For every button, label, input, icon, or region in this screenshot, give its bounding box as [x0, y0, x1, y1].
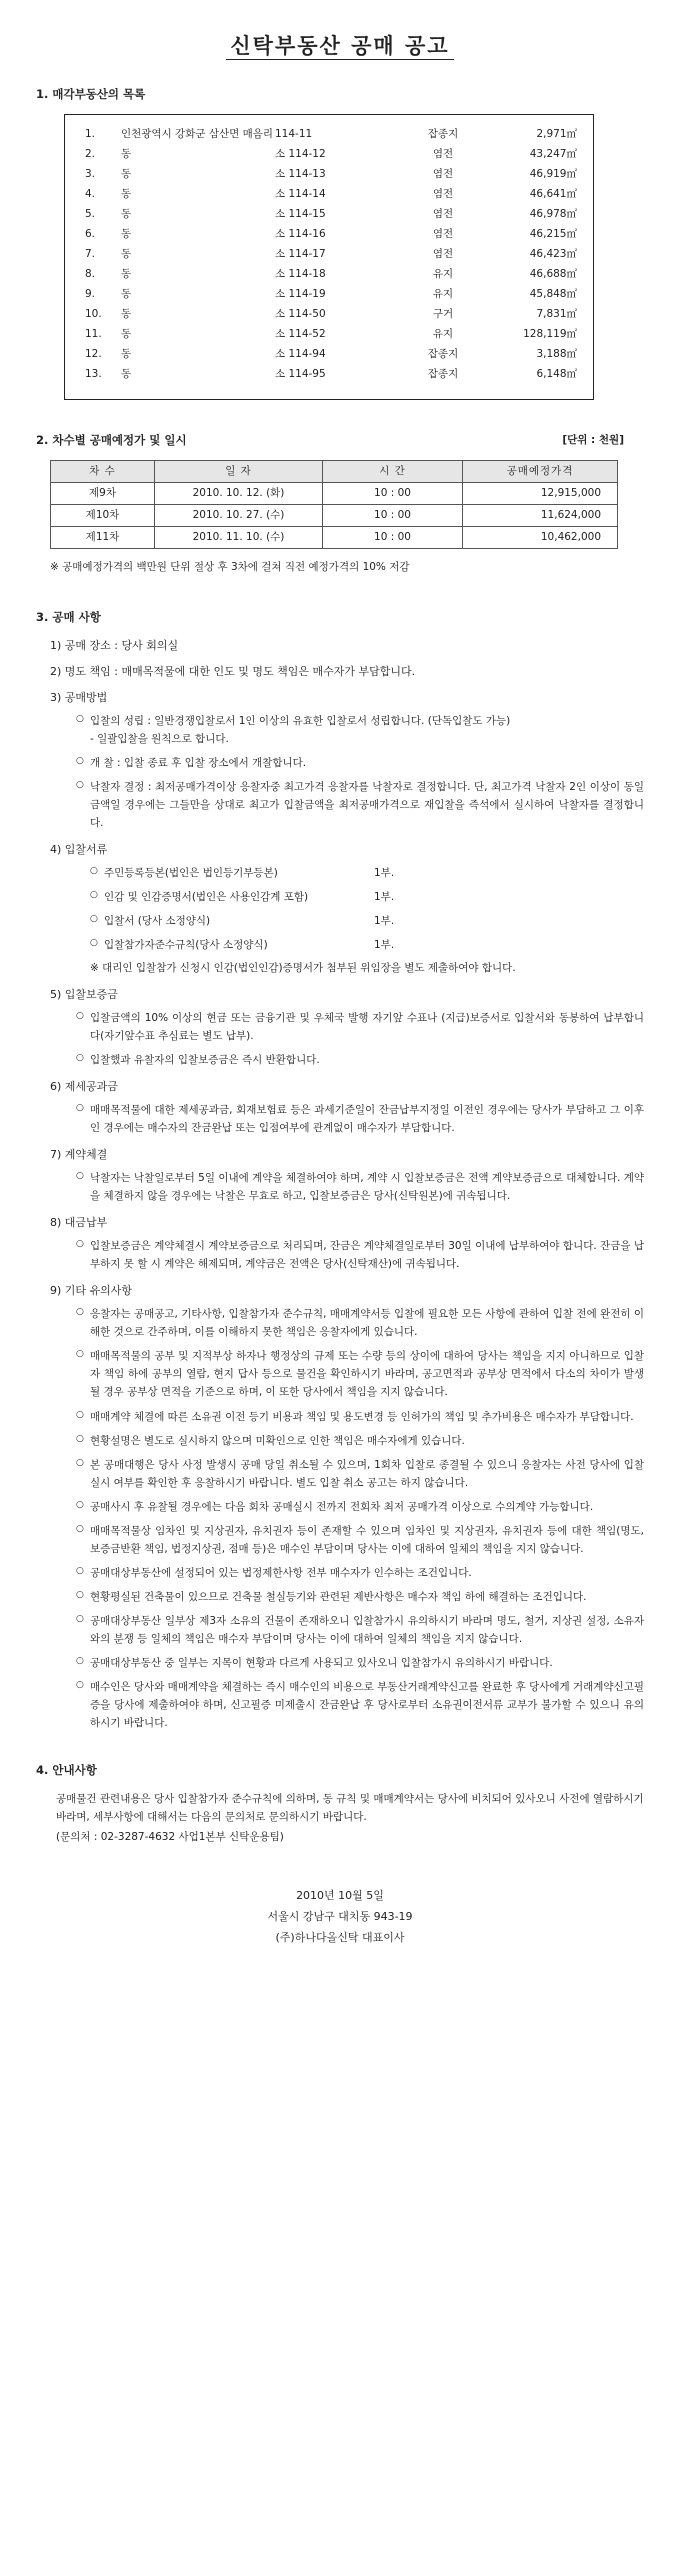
price-cell: 10,462,000 — [463, 526, 618, 548]
taxes-bullet: ○ 매매목적물에 대한 제세공과금, 회재보험료 등은 과세기준일이 잔금납부지정일 이전인 경우에는 당사가 부담하고 그 이후인 경우에는 매수자의 잔금완납 또는 입점여부에 관계없이 매수자가 부담합니다. — [76, 1101, 644, 1137]
property-type: 유지 — [432, 327, 454, 340]
property-type: 잡종지 — [427, 347, 459, 360]
property-area: 46,215㎡ — [529, 227, 577, 240]
time-cell: 10 : 00 — [323, 482, 463, 504]
note-bullet: ○ 공매대상부동산 일부상 제3자 소유의 건물이 존재하오니 입찰참가시 유의하시기 바라며 명도, 철거, 지상권 설정, 소유자와의 분쟁 등 일체의 책임은 매수자 부담이며 당사는 이에 대하여 일체의 책임을 지지 않습니다. — [76, 1612, 644, 1648]
note-bullet: ○ 현황평실된 건축물이 있으므로 건축물 철실등기와 관련된 제반사항은 매수자 책임 하에 해결하는 조건입니다. — [76, 1588, 644, 1606]
property-row — [65, 225, 593, 245]
col-time: 시 간 — [323, 460, 463, 482]
method-bullet-1: ○ 입찰의 성립 : 일반경쟁입찰로서 1인 이상의 유효한 입찰로서 성립합니다. (단독입찰도 가능) — [76, 712, 644, 730]
property-row — [65, 365, 593, 385]
property-location: 인천광역시 강화군 삼산면 매음리 — [121, 127, 274, 140]
property-no: 2. — [85, 147, 96, 160]
footer-address: 서울시 강남구 대치동 943-19 — [267, 1910, 413, 1924]
note-bullet: ○ 본 공매대행은 당사 사정 발생시 공매 당일 취소될 수 있으며, 1회차 입찰로 종결될 수 있으니 응찰자는 사전 당사에 입찰 실시 여부를 확인한 후 응찰하시기 바랍니다. 별도 입찰 취소 공고는 하지 않습니다. — [76, 1456, 644, 1492]
price-cell: 11,624,000 — [463, 504, 618, 526]
property-area: 3,188㎡ — [536, 347, 577, 360]
unit-label: [단위 : 천원] — [562, 433, 624, 446]
price-table-header — [51, 460, 618, 482]
property-row — [65, 285, 593, 305]
property-location: 동 — [121, 147, 132, 160]
property-row — [65, 165, 593, 185]
price-note: ※ 공매예정가격의 백만원 단위 절상 후 3차에 걸쳐 직전 예정가격의 10% 저감 — [50, 560, 410, 573]
property-location: 동 — [121, 287, 132, 300]
price-row — [51, 504, 618, 526]
property-no: 6. — [85, 227, 96, 240]
round-cell: 제10차 — [51, 504, 155, 526]
property-lot: 소 114-14 — [275, 187, 326, 200]
property-row — [65, 125, 593, 145]
item-place: 1) 공매 장소 : 당사 회의실 — [50, 638, 179, 652]
item-notes: 9) 기타 유의사항 ○ 응찰자는 공매공고, 기타사항, 입찰참가자 준수규칙, 매매계약서등 입찰에 필요한 모든 사항에 관하여 입찰 전에 완전히 이해한 것으로 간주하며, 이를 이해하지 못한 책임은 응찰자에게 있습니다. ○ 매매목적물의 공부 및 지적부상 하자나 행정상의 규제 또는 수량 등의 상이에 대하여 당사는 책임을 지지 아니하므로 입찰자 책임 하에 공부의 열람, 현지 답사 등으로 물건을 확인하시기 바라며, 공고면적과 공부상 면적에서 다소의 차이가 발생될 경우 공부상 면적을 기준으로 하며, 이 또한 당사에서 책임을 지지 않습니다. ○ 매매계약 체결에 따른 소유권 이전 등기 비용과 책임 및 용도변경 등 인허가의 책임 및 추가비용은 매수자가 부담합니다. ○ 현황설명은 별도로 실시하지 않으며 미확인으로 인한 책임은 매수자에게 있습니다. ○ 본 공매대행은 당사 사정 발생시 공매 당일 취소될 수 있으며, 1회차 입찰로 종결될 수 있으니 응찰자는 사전 당사에 입찰 실시 여부를 확인한 후 응찰하시기 바랍니다. 별도 입찰 취소 공고는 하지 않습니다. ○ 공매사시 후 유찰될 경우에는 다음 회차 공매실시 전까지 전회차 최저 공매가격 이상으로 수의계약 가능합니다. ○ 매매목적물상 임차인 및 지상권자, 유치권자 등이 존재할 수 있으며 임차인 및 지상권자, 유치권자 등에 대한 책임(명도, 보증금반환 책임, 법정지상권, 점매 등)은 매수인 부담이며 당사는 이에 대하여 일체의 책임을 지지 않습니다. ○ 공매대상부동산에 설정되어 있는 법정제한사항 전부 매수자가 인수하는 조건입니다. ○ 현황평실된 건축물이 있으므로 건축물 철실등기와 관련된 제반사항은 매수자 책임 하에 해결하는 조건입니다. ○ 공매대상부동산 일부상 제3자 소유의 건물이 존재하오니 입찰참가시 유의하시기 바라며 명도, 철거, 지상권 설정, 소유자와의 분쟁 등 일체의 책임은 매수자 부담이며 당사는 이에 대하여 일체의 책임을 지지 않습니다. ○ 공매대상부동산 중 일부는 지목이 현황과 다르게 사용되고 있사오니 입찰참가시 유의하시기 바랍니다. ○ 매수인은 당사와 매매계약을 체결하는 즉시 매수인의 비용으로 부동산거래계약신고를 완료한 후 당사에게 거래계약신고필증을 당사에 제출하여야 하며, 신고필증 미제출시 잔금완납 후 당사로부터 소유권이전서류 교부가 불가할 수 있으니 유의하시기 바랍니다. — [50, 1282, 644, 1732]
method-subline: - 일괄입찰을 원칙으로 합니다. — [90, 733, 229, 746]
property-no: 12. — [85, 347, 102, 360]
property-type: 유지 — [432, 287, 454, 300]
deposit-bullet-1: ○ 입찰금액의 10% 이상의 현금 또는 금융기관 및 우체국 발행 자기앞 수표나 (지급)보증서로 입찰서와 동봉하여 납부합니다(자기앞수표 추심료는 별도 납부). — [76, 1009, 644, 1045]
property-location: 동 — [121, 187, 132, 200]
property-type: 잡종지 — [427, 367, 459, 380]
note-bullet: ○ 매매목적물상 임차인 및 지상권자, 유치권자 등이 존재할 수 있으며 임차인 및 지상권자, 유치권자 등에 대한 책임(명도, 보증금반환 책임, 법정지상권, 점매 등)은 매수인 부담이며 당사는 이에 대하여 일체의 책임을 지지 않습니다. — [76, 1522, 644, 1558]
property-location: 동 — [121, 227, 132, 240]
price-row — [51, 526, 618, 548]
property-lot: 소 114-13 — [275, 167, 326, 180]
section2-heading-wrap — [36, 434, 644, 450]
property-location: 동 — [121, 207, 132, 220]
property-area: 6,148㎡ — [536, 367, 577, 380]
property-lot: 소 114-95 — [275, 367, 326, 380]
property-no: 9. — [85, 287, 96, 300]
price-table — [50, 460, 618, 549]
property-no: 8. — [85, 267, 96, 280]
col-date: 일 자 — [155, 460, 323, 482]
property-lot: 소 114-17 — [275, 247, 326, 260]
note-bullet: ○ 매매계약 체결에 따른 소유권 이전 등기 비용과 책임 및 용도변경 등 인허가의 책임 및 추가비용은 매수자가 부담합니다. — [76, 1408, 644, 1426]
property-row — [65, 245, 593, 265]
method-bullet-3: ○ 낙찰자 결정 : 최저공매가격이상 응찰자중 최고가격 응찰자를 낙찰자로 결정합니다. 단, 최고가격 낙찰자 2인 이상이 동일금액일 경우에는 그들만을 상대로 최고가 입찰금액을 최저공매가격으로 재입찰을 즉석에서 실시하여 낙찰자를 결정합니다. — [76, 778, 644, 832]
property-type: 구거 — [432, 307, 454, 320]
property-area: 46,423㎡ — [529, 247, 577, 260]
property-no: 10. — [85, 307, 102, 320]
payment-bullet: ○ 입찰보증금은 계약체결시 계약보증금으로 처리되며, 잔금은 계약체결일로부터 30일 이내에 납부하여야 합니다. 잔금을 납부하지 못 할 시 계약은 해제되며, 계약금은 전액은 당사(신탁재산)에 귀속됩니다. — [76, 1237, 644, 1273]
property-location: 동 — [121, 327, 132, 340]
note-bullet: ○ 공매사시 후 유찰될 경우에는 다음 회차 공매실시 전까지 전회차 최저 공매가격 이상으로 수의계약 가능합니다. — [76, 1498, 644, 1516]
property-lot: 소 114-94 — [275, 347, 326, 360]
property-lot: 소 114-50 — [275, 307, 326, 320]
property-location: 동 — [121, 307, 132, 320]
section1-heading: 1. 매각부동산의 목록 — [36, 87, 146, 101]
round-cell: 제9차 — [51, 482, 155, 504]
method-bullet-2: ○ 개 찰 : 입찰 종료 후 입찰 장소에서 개찰합니다. — [76, 754, 644, 772]
page-title: 신탁부동산 공매 공고 — [36, 0, 644, 68]
property-type: 유지 — [432, 267, 454, 280]
notice-footer — [36, 1886, 644, 1949]
footer-date: 2010년 10월 5일 — [296, 1889, 384, 1903]
property-area: 2,971㎡ — [536, 127, 577, 140]
contact-line: (문의처 : 02-3287-4632 사업1본부 신탁운용팀) — [56, 1831, 284, 1844]
property-no: 4. — [85, 187, 96, 200]
document-name: ○ 입찰서 (당사 소정양식) — [104, 915, 211, 928]
note-bullet: ○ 매수인은 당사와 매매계약을 체결하는 즉시 매수인의 비용으로 부동산거래계약신고를 완료한 후 당사에게 거래계약신고필증을 당사에 제출하여야 하며, 신고필증 미제출시 잔금완납 후 당사로부터 소유권이전서류 교부가 불가할 수 있으니 유의하시기 바랍니다. — [76, 1678, 644, 1732]
property-list — [64, 114, 594, 400]
document-item — [104, 912, 644, 930]
property-row — [65, 145, 593, 165]
document-name: ○ 입찰참가자준수규칙(당사 소정양식) — [104, 939, 268, 952]
note-bullet: ○ 응찰자는 공매공고, 기타사항, 입찰참가자 준수규칙, 매매계약서등 입찰에 필요한 모든 사항에 관하여 입찰 전에 완전히 이해한 것으로 간주하며, 이를 이해하지 못한 책임은 응찰자에게 있습니다. — [76, 1305, 644, 1341]
property-lot: 소 114-18 — [275, 267, 326, 280]
document-qty: 1부. — [374, 915, 395, 928]
property-no: 13. — [85, 367, 102, 380]
documents-note: ※ 대리인 입찰참가 신청시 인감(법인인감)증명서가 첨부된 위임장을 별도 제출하여야 합니다. — [90, 962, 516, 975]
document-item — [104, 936, 644, 954]
property-area: 7,831㎡ — [536, 307, 577, 320]
property-no: 1. — [85, 127, 96, 140]
document-item — [104, 864, 644, 882]
property-row — [65, 345, 593, 365]
document-name: ○ 주민등록등본(법인은 법인등기부등본) — [104, 867, 278, 880]
price-cell: 12,915,000 — [463, 482, 618, 504]
property-lot: 114-11 — [275, 127, 313, 140]
deposit-bullet-2: ○ 입찰했과 유찰자의 입찰보증금은 즉시 반환합니다. — [76, 1051, 644, 1069]
property-type: 염전 — [432, 147, 454, 160]
property-location: 동 — [121, 367, 132, 380]
footer-company: (주)하나다올신탁 대표이사 — [275, 1930, 405, 1944]
property-lot: 소 114-12 — [275, 147, 326, 160]
property-lot: 소 114-52 — [275, 327, 326, 340]
time-cell: 10 : 00 — [323, 504, 463, 526]
property-lot: 소 114-16 — [275, 227, 326, 240]
property-row — [65, 185, 593, 205]
property-type: 염전 — [432, 187, 454, 200]
time-cell: 10 : 00 — [323, 526, 463, 548]
date-cell: 2010. 11. 10. (수) — [155, 526, 323, 548]
item-contract: 7) 계약체결 ○ 낙찰자는 낙찰일로부터 5일 이내에 계약을 체결하여야 하며, 계약 시 입찰보증금은 전액 계약보증금으로 대체합니다. 계약을 체결하지 않을 경우에는 낙찰은 무효로 하고, 입찰보증금은 당사(신탁원본)에 귀속됩니다. — [50, 1146, 644, 1205]
property-lot: 소 114-15 — [275, 207, 326, 220]
document-qty: 1부. — [374, 867, 395, 880]
item-documents: 4) 입찰서류 ○ 주민등록등본(법인은 법인등기부등본) 1부. ○ 인감 및 인감증명서(법인은 사용인감계 포함) 1부. ○ 입찰서 (당사 소정양식) 1부. ○ 입찰참가자준수규칙(당사 소정양식) 1부. ※ 대리인 입찰참가 신청시 인감(법인인감)증명서가 첨부된 위임장을 별도 제출하여야 합니다. — [50, 841, 644, 976]
property-location: 동 — [121, 247, 132, 260]
property-area: 46,641㎡ — [529, 187, 577, 200]
item-eviction: 2) 명도 책임 : 매매목적물에 대한 인도 및 명도 책임은 매수자가 부담합니다. — [50, 664, 416, 678]
section4-heading: 4. 안내사항 — [36, 1763, 97, 1778]
property-type: 염전 — [432, 227, 454, 240]
note-bullet: ○ 공매대상부동산에 설정되어 있는 법정제한사항 전부 매수자가 인수하는 조건입니다. — [76, 1564, 644, 1582]
property-no: 5. — [85, 207, 96, 220]
col-round: 차 수 — [51, 460, 155, 482]
note-bullet: ○ 매매목적물의 공부 및 지적부상 하자나 행정상의 규제 또는 수량 등의 상이에 대하여 당사는 책임을 지지 아니하므로 입찰자 책임 하에 공부의 열람, 현지 답사 등으로 물건을 확인하시기 바라며, 공고면적과 공부상 면적에서 다소의 차이가 발생될 경우 공부상 면적을 기준으로 하며, 이 또한 당사에서 책임을 지지 않습니다. — [76, 1347, 644, 1401]
property-no: 11. — [85, 327, 102, 340]
property-row — [65, 305, 593, 325]
section2-heading: 2. 차수별 공매예정가 및 일시 — [36, 432, 187, 447]
property-type: 잡종지 — [427, 127, 459, 140]
property-location: 동 — [121, 267, 132, 280]
price-row — [51, 482, 618, 504]
guide-body: 공매물건 관련내용은 당사 입찰참가자 준수규칙에 의하며, 동 규칙 및 매매계약서는 당사에 비치되어 있사오니 사전에 열람하시기 바라며, 세부사항에 대해서는 다음의 문의처로 문의하시기 바랍니다. — [56, 1793, 644, 1824]
document-item — [104, 888, 644, 906]
col-price: 공매예정가격 — [463, 460, 618, 482]
note-bullet: ○ 공매대상부동산 중 일부는 지목이 현황과 다르게 사용되고 있사오니 입찰참가시 유의하시기 바랍니다. — [76, 1654, 644, 1672]
property-area: 46,978㎡ — [529, 207, 577, 220]
property-area: 128,119㎡ — [523, 327, 577, 340]
document-name: ○ 인감 및 인감증명서(법인은 사용인감계 포함) — [104, 891, 309, 904]
property-area: 46,919㎡ — [529, 167, 577, 180]
document-qty: 1부. — [374, 939, 395, 952]
property-type: 염전 — [432, 247, 454, 260]
item-method: 3) 공매방법 ○ 입찰의 성립 : 일반경쟁입찰로서 1인 이상의 유효한 입찰로서 성립합니다. (단독입찰도 가능) - 일괄입찰을 원칙으로 합니다. ○ 개 찰 : 입찰 종료 후 입찰 장소에서 개찰합니다. ○ 낙찰자 결정 : 최저공매가격이상 응찰자중 최고가격 응찰자를 낙찰자로 결정합니다. 단, 최고가격 낙찰자 2인 이상이 동일금액일 경우에는 그들만을 상대로 최고가 입찰금액을 최저공매가격으로 재입찰을 즉석에서 실시하여 낙찰자를 결정합니다. — [50, 689, 644, 832]
section3-heading: 3. 공매 사항 — [36, 610, 101, 625]
property-location: 동 — [121, 347, 132, 360]
property-row — [65, 205, 593, 225]
document-qty: 1부. — [374, 891, 395, 904]
property-location: 동 — [121, 167, 132, 180]
property-area: 46,688㎡ — [529, 267, 577, 280]
property-row — [65, 265, 593, 285]
date-cell: 2010. 10. 27. (수) — [155, 504, 323, 526]
property-area: 43,247㎡ — [529, 147, 577, 160]
property-row — [65, 325, 593, 345]
note-bullet: ○ 현황설명은 별도로 실시하지 않으며 미확인으로 인한 책임은 매수자에게 있습니다. — [76, 1432, 644, 1450]
item-deposit: 5) 입찰보증금 ○ 입찰금액의 10% 이상의 현금 또는 금융기관 및 우체국 발행 자기앞 수표나 (지급)보증서로 입찰서와 동봉하여 납부합니다(자기앞수표 추심료는 별도 납부). ○ 입찰했과 유찰자의 입찰보증금은 즉시 반환합니다. — [50, 986, 644, 1069]
item-taxes: 6) 제세공과금 ○ 매매목적물에 대한 제세공과금, 회재보험료 등은 과세기준일이 잔금납부지정일 이전인 경우에는 당사가 부담하고 그 이후인 경우에는 매수자의 잔금완납 또는 입점여부에 관계없이 매수자가 부담합니다. — [50, 1078, 644, 1137]
property-area: 45,848㎡ — [529, 287, 577, 300]
item-payment: 8) 대금납부 ○ 입찰보증금은 계약체결시 계약보증금으로 처리되며, 잔금은 계약체결일로부터 30일 이내에 납부하여야 합니다. 잔금을 납부하지 못 할 시 계약은 해제되며, 계약금은 전액은 당사(신탁재산)에 귀속됩니다. — [50, 1214, 644, 1273]
property-lot: 소 114-19 — [275, 287, 326, 300]
property-no: 3. — [85, 167, 96, 180]
property-no: 7. — [85, 247, 96, 260]
date-cell: 2010. 10. 12. (화) — [155, 482, 323, 504]
property-type: 염전 — [432, 207, 454, 220]
property-type: 염전 — [432, 167, 454, 180]
round-cell: 제11차 — [51, 526, 155, 548]
contract-bullet: ○ 낙찰자는 낙찰일로부터 5일 이내에 계약을 체결하여야 하며, 계약 시 입찰보증금은 전액 계약보증금으로 대체합니다. 계약을 체결하지 않을 경우에는 낙찰은 무효로 하고, 입찰보증금은 당사(신탁원본)에 귀속됩니다. — [76, 1169, 644, 1205]
